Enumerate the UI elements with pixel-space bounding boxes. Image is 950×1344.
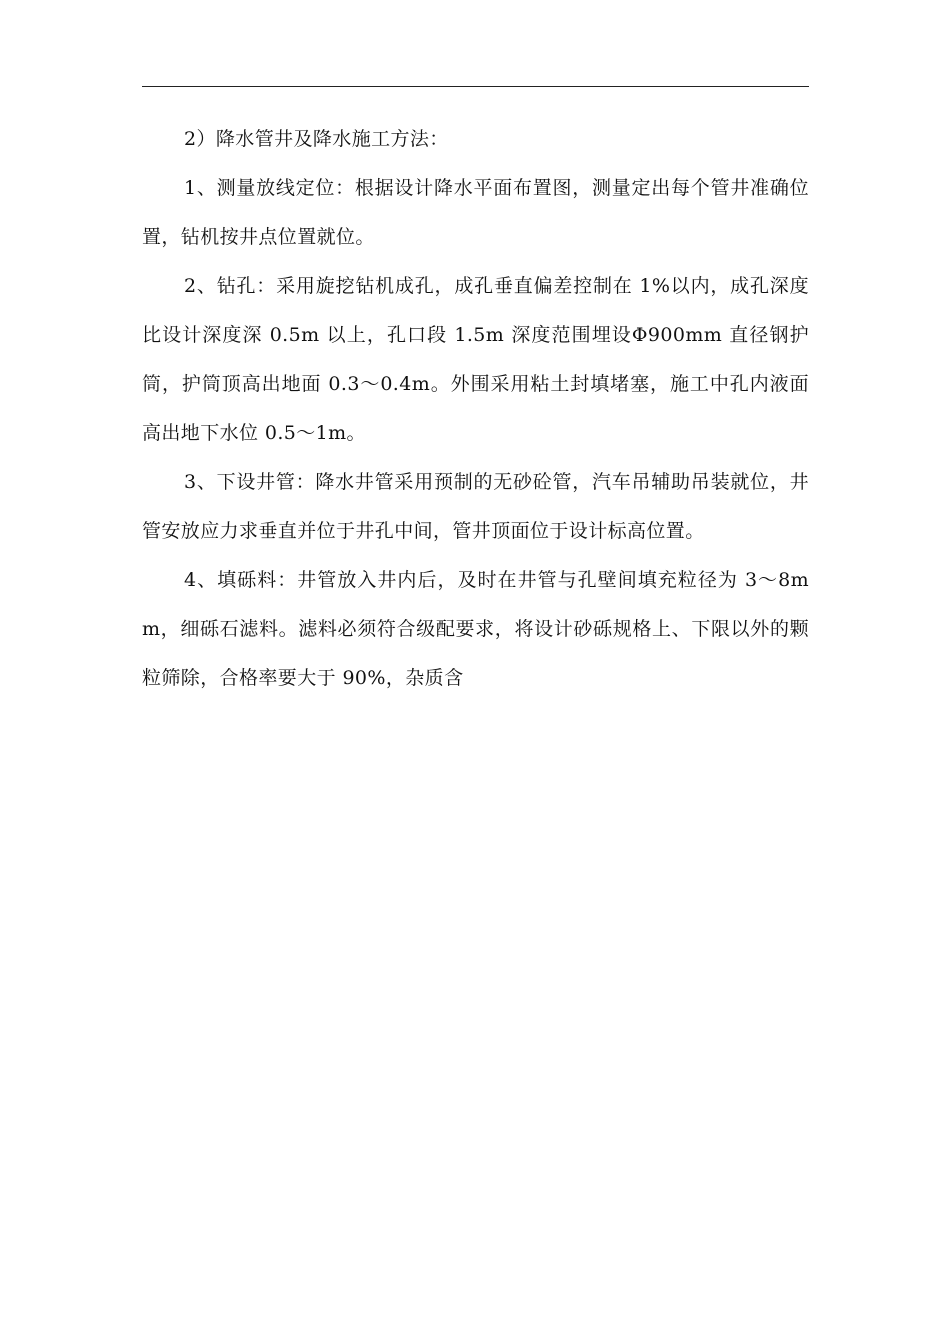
document-body: [142, 115, 809, 703]
paragraph-gravel-fill: 4、填砾料：井管放入井内后，及时在井管与孔壁间填充粒径为 3～8mm，细砾石滤料。滤料必须符合级配要求，将设计砂砾规格上、下限以外的颗粒筛除，合格率要大于 90%，杂质含: [142, 569, 809, 689]
paragraph-well-pipe-install: 3、下设井管：降水井管采用预制的无砂砼管，汽车吊辅助吊装就位，井管安放应力求垂直并位于井孔中间，管井顶面位于设计标高位置。: [142, 471, 809, 542]
paragraph-survey-positioning: 1、测量放线定位：根据设计降水平面布置图，测量定出每个管井准确位置，钻机按井点位置就位。: [142, 177, 809, 248]
paragraph-drilling: 2、钻孔：采用旋挖钻机成孔，成孔垂直偏差控制在 1%以内，成孔深度比设计深度深 0.5m 以上，孔口段 1.5m 深度范围埋设Φ900mm 直径钢护筒，护筒顶高出地面 0.3～0.4m。外围采用粘土封填堵塞，施工中孔内液面高出地下水位 0.5～1m。: [142, 275, 809, 444]
section-heading: 2）降水管井及降水施工方法：: [184, 128, 449, 150]
header-rule: [142, 86, 809, 87]
